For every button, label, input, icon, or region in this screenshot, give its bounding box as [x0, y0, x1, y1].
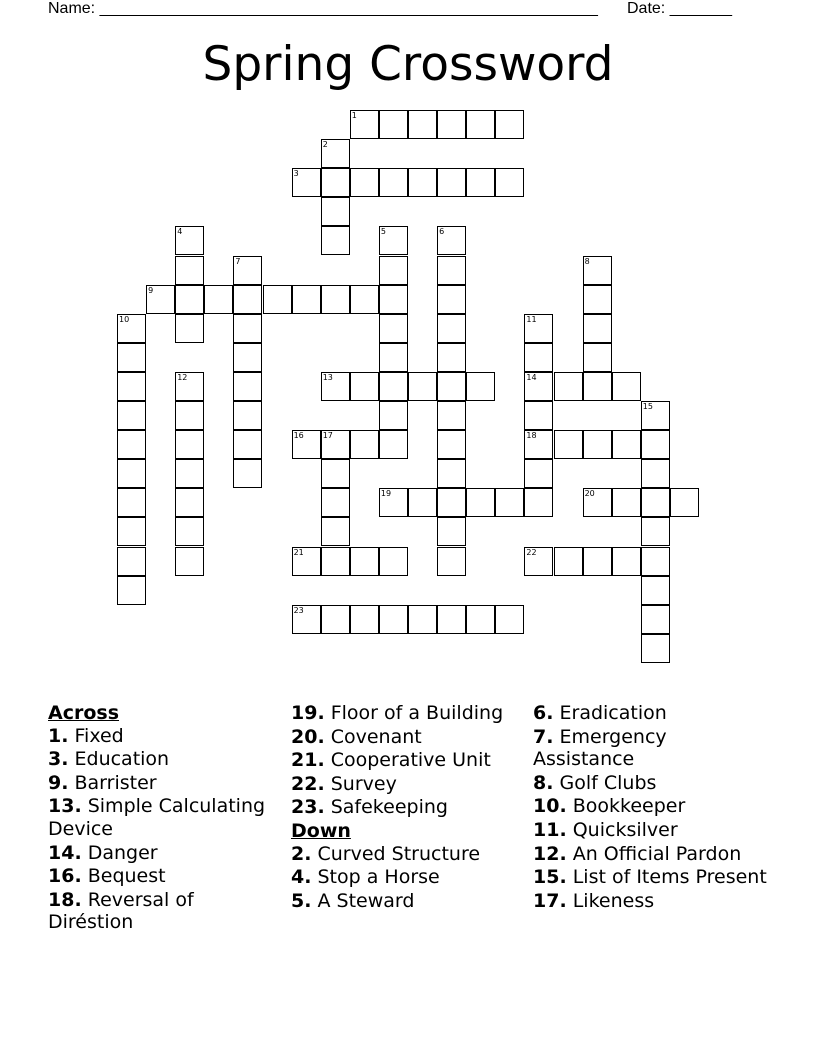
crossword-cell[interactable]: [379, 168, 408, 197]
clue-across-21: 21. Cooperative Unit: [291, 749, 491, 772]
clue-down-8: 8. Golf Clubs: [533, 771, 657, 794]
clue-down-17: 17. Likeness: [533, 889, 655, 912]
crossword-cell[interactable]: [321, 459, 350, 488]
crossword-cell[interactable]: [583, 285, 612, 314]
crossword-cell[interactable]: [175, 401, 204, 430]
crossword-cell[interactable]: [437, 372, 466, 401]
crossword-cell[interactable]: [437, 488, 466, 517]
crossword-cell[interactable]: [175, 314, 204, 343]
crossword-cell[interactable]: [350, 605, 379, 634]
crossword-cell[interactable]: [117, 401, 146, 430]
crossword-cell[interactable]: [408, 168, 437, 197]
crossword-cell[interactable]: [117, 517, 146, 546]
clue-down-2: 2. Curved Structure: [291, 842, 481, 865]
clue-down-7: 7. Emergency Assistance: [533, 725, 667, 771]
crossword-cell[interactable]: [146, 285, 175, 314]
crossword-cell[interactable]: [379, 343, 408, 372]
crossword-cell[interactable]: [583, 430, 612, 459]
crossword-cell[interactable]: [175, 285, 204, 314]
clue-number: 22: [526, 547, 537, 557]
crossword-cell[interactable]: [554, 430, 583, 459]
crossword-cell[interactable]: [321, 547, 350, 576]
crossword-cell[interactable]: [292, 168, 321, 197]
crossword-cell[interactable]: [175, 430, 204, 459]
crossword-cell[interactable]: [495, 110, 524, 139]
clue-across-3: 3. Education: [48, 748, 170, 771]
crossword-cell[interactable]: [641, 459, 670, 488]
crossword-cell[interactable]: [379, 314, 408, 343]
clue-number: 3: [293, 169, 299, 179]
crossword-cell[interactable]: [117, 576, 146, 605]
crossword-cell[interactable]: [379, 110, 408, 139]
crossword-cell[interactable]: [466, 372, 495, 401]
crossword-cell[interactable]: [233, 430, 262, 459]
clue-across-19: 19. Floor of a Building: [291, 702, 504, 724]
crossword-cell[interactable]: [466, 110, 495, 139]
crossword-cell[interactable]: [379, 372, 408, 401]
crossword-cell[interactable]: [379, 285, 408, 314]
crossword-cell[interactable]: [641, 605, 670, 634]
crossword-cell[interactable]: [612, 430, 641, 459]
clue-number: 15: [642, 402, 653, 411]
crossword-cell[interactable]: [641, 430, 670, 459]
crossword-cell[interactable]: [175, 547, 204, 576]
clue-across-20: 20. Covenant: [291, 725, 422, 748]
crossword-cell[interactable]: [117, 488, 146, 517]
crossword-cell[interactable]: [408, 372, 437, 401]
crossword-cell[interactable]: [292, 285, 321, 314]
clue-number: 8: [584, 256, 590, 266]
date-label: Date: _______: [627, 0, 732, 17]
crossword-cell[interactable]: [524, 459, 553, 488]
crossword-cell[interactable]: [583, 488, 612, 517]
crossword-cell[interactable]: [321, 197, 350, 226]
crossword-cell[interactable]: [379, 547, 408, 576]
clue-number: 16: [293, 431, 304, 441]
crossword-cell[interactable]: [583, 372, 612, 401]
crossword-cell[interactable]: [379, 488, 408, 517]
crossword-cell[interactable]: [437, 168, 466, 197]
crossword-cell[interactable]: [117, 547, 146, 576]
crossword-cell[interactable]: [233, 459, 262, 488]
crossword-cell[interactable]: [292, 430, 321, 459]
crossword-cell[interactable]: [233, 372, 262, 401]
clue-number: 21: [293, 547, 304, 557]
crossword-cell[interactable]: [524, 372, 553, 401]
crossword-cell[interactable]: [612, 488, 641, 517]
crossword-cell[interactable]: [175, 256, 204, 285]
clue-number: 20: [584, 489, 595, 499]
clue-number: 12: [177, 372, 188, 382]
crossword-cell[interactable]: [321, 226, 350, 255]
clue-number: 5: [380, 227, 386, 237]
crossword-cell[interactable]: [437, 226, 466, 255]
crossword-cell[interactable]: [641, 401, 670, 430]
crossword-cell[interactable]: [583, 343, 612, 372]
crossword-cell[interactable]: [233, 314, 262, 343]
crossword-cell[interactable]: [321, 430, 350, 459]
crossword-cell[interactable]: [350, 168, 379, 197]
crossword-cell[interactable]: [350, 110, 379, 139]
crossword-cell[interactable]: [263, 285, 292, 314]
crossword-cell[interactable]: [175, 517, 204, 546]
crossword-cell[interactable]: [175, 459, 204, 488]
crossword-cell[interactable]: [350, 547, 379, 576]
crossword-cell[interactable]: [175, 226, 204, 255]
crossword-cell[interactable]: [554, 372, 583, 401]
crossword-cell[interactable]: [524, 314, 553, 343]
crossword-cell[interactable]: [670, 488, 699, 517]
clue-number: 23: [293, 605, 304, 615]
crossword-cell[interactable]: [495, 168, 524, 197]
crossword-cell[interactable]: [583, 547, 612, 576]
clue-across-22: 22. Survey: [291, 772, 397, 795]
clue-number: 7: [235, 256, 241, 266]
crossword-cell[interactable]: [583, 314, 612, 343]
crossword-cell[interactable]: [233, 256, 262, 285]
crossword-cell[interactable]: [524, 430, 553, 459]
crossword-cell[interactable]: [466, 605, 495, 634]
crossword-cell[interactable]: [379, 401, 408, 430]
crossword-cell[interactable]: [641, 488, 670, 517]
clue-down-12: 12. An Official Pardon: [533, 842, 742, 865]
clue-number: 2: [322, 140, 328, 150]
crossword-cell[interactable]: [524, 401, 553, 430]
clue-down-10: 10. Bookkeeper: [533, 795, 686, 818]
clues-column-2: [291, 702, 526, 913]
crossword-cell[interactable]: [437, 605, 466, 634]
crossword-cell[interactable]: [612, 547, 641, 576]
clue-across-13: 13. Simple Calculating Device: [48, 795, 266, 840]
clue-across-16: 16. Bequest: [48, 865, 166, 888]
name-label: Name: ________________________________________________________: [48, 0, 598, 17]
crossword-cell[interactable]: [641, 576, 670, 605]
crossword-cell[interactable]: [175, 488, 204, 517]
clue-number: 9: [148, 285, 154, 295]
crossword-cell[interactable]: [321, 285, 350, 314]
crossword-cell[interactable]: [292, 547, 321, 576]
clue-number: 1: [351, 111, 357, 120]
crossword-cell[interactable]: [641, 547, 670, 576]
crossword-cell[interactable]: [495, 488, 524, 517]
clues-column-1: [48, 702, 283, 935]
clue-number: 10: [119, 314, 130, 324]
clue-number: 4: [177, 227, 183, 237]
crossword-cell[interactable]: [437, 459, 466, 488]
crossword-cell[interactable]: [350, 430, 379, 459]
crossword-cell[interactable]: [437, 314, 466, 343]
crossword-cell[interactable]: [466, 488, 495, 517]
crossword-cell[interactable]: [292, 605, 321, 634]
crossword-cell[interactable]: [437, 285, 466, 314]
clue-number: 18: [526, 431, 537, 441]
crossword-cell[interactable]: [350, 285, 379, 314]
clue-across-23: 23. Safekeeping: [291, 796, 448, 819]
crossword-cell[interactable]: [350, 372, 379, 401]
crossword-cell[interactable]: [437, 110, 466, 139]
crossword-cell[interactable]: [583, 256, 612, 285]
crossword-cell[interactable]: [524, 547, 553, 576]
crossword-cell[interactable]: [437, 547, 466, 576]
crossword-cell[interactable]: [379, 256, 408, 285]
crossword-cell[interactable]: [321, 488, 350, 517]
crossword-cell[interactable]: [117, 343, 146, 372]
crossword-cell[interactable]: [437, 401, 466, 430]
crossword-cell[interactable]: [117, 459, 146, 488]
crossword-cell[interactable]: [117, 372, 146, 401]
page-title: Spring Crossword: [202, 37, 614, 92]
crossword-cell[interactable]: [175, 372, 204, 401]
clue-number: 11: [526, 314, 537, 324]
across-heading: Across: [48, 702, 120, 724]
crossword-cell[interactable]: [379, 226, 408, 255]
crossword-cell[interactable]: [117, 314, 146, 343]
crossword-cell[interactable]: [466, 168, 495, 197]
crossword-cell[interactable]: [321, 139, 350, 168]
crossword-cell[interactable]: [524, 343, 553, 372]
crossword-cell[interactable]: [321, 372, 350, 401]
crossword-cell[interactable]: [437, 343, 466, 372]
crossword-cell[interactable]: [321, 168, 350, 197]
crossword-cell[interactable]: [641, 517, 670, 546]
clue-down-6: 6. Eradication: [533, 702, 667, 724]
crossword-cell[interactable]: [495, 605, 524, 634]
clue-number: 17: [322, 431, 333, 441]
clue-across-1: 1. Fixed: [48, 724, 124, 747]
crossword-cell[interactable]: [233, 401, 262, 430]
clue-across-18: 18. Reversal of Diréstion: [48, 888, 194, 934]
crossword-cell[interactable]: [641, 634, 670, 663]
crossword-cell[interactable]: [233, 285, 262, 314]
crossword-cell[interactable]: [612, 372, 641, 401]
clue-down-4: 4. Stop a Horse: [291, 866, 440, 889]
clue-down-5: 5. A Steward: [291, 889, 415, 912]
crossword-cell[interactable]: [321, 605, 350, 634]
clue-down-15: 15. List of Items Present: [533, 866, 767, 889]
crossword-cell[interactable]: [554, 547, 583, 576]
clue-down-11: 11. Quicksilver: [533, 818, 678, 841]
clue-across-14: 14. Danger: [48, 841, 158, 864]
clue-number: 14: [526, 372, 537, 382]
crossword-cell[interactable]: [408, 110, 437, 139]
crossword-cell[interactable]: [379, 605, 408, 634]
clue-number: 13: [322, 372, 333, 382]
crossword-cell[interactable]: [117, 430, 146, 459]
crossword-cell[interactable]: [379, 430, 408, 459]
crossword-cell[interactable]: [524, 488, 553, 517]
clue-number: 6: [439, 227, 445, 237]
crossword-cell[interactable]: [408, 605, 437, 634]
crossword-cell[interactable]: [437, 430, 466, 459]
crossword-cell[interactable]: [204, 285, 233, 314]
clues-column-3: [533, 702, 768, 913]
crossword-cell[interactable]: [437, 517, 466, 546]
crossword-cell[interactable]: [233, 343, 262, 372]
crossword-cell[interactable]: [321, 517, 350, 546]
crossword-cell[interactable]: [437, 256, 466, 285]
clue-across-9: 9. Barrister: [48, 771, 157, 794]
crossword-cell[interactable]: [408, 488, 437, 517]
clue-number: 19: [380, 489, 392, 499]
down-heading: Down: [291, 819, 351, 842]
